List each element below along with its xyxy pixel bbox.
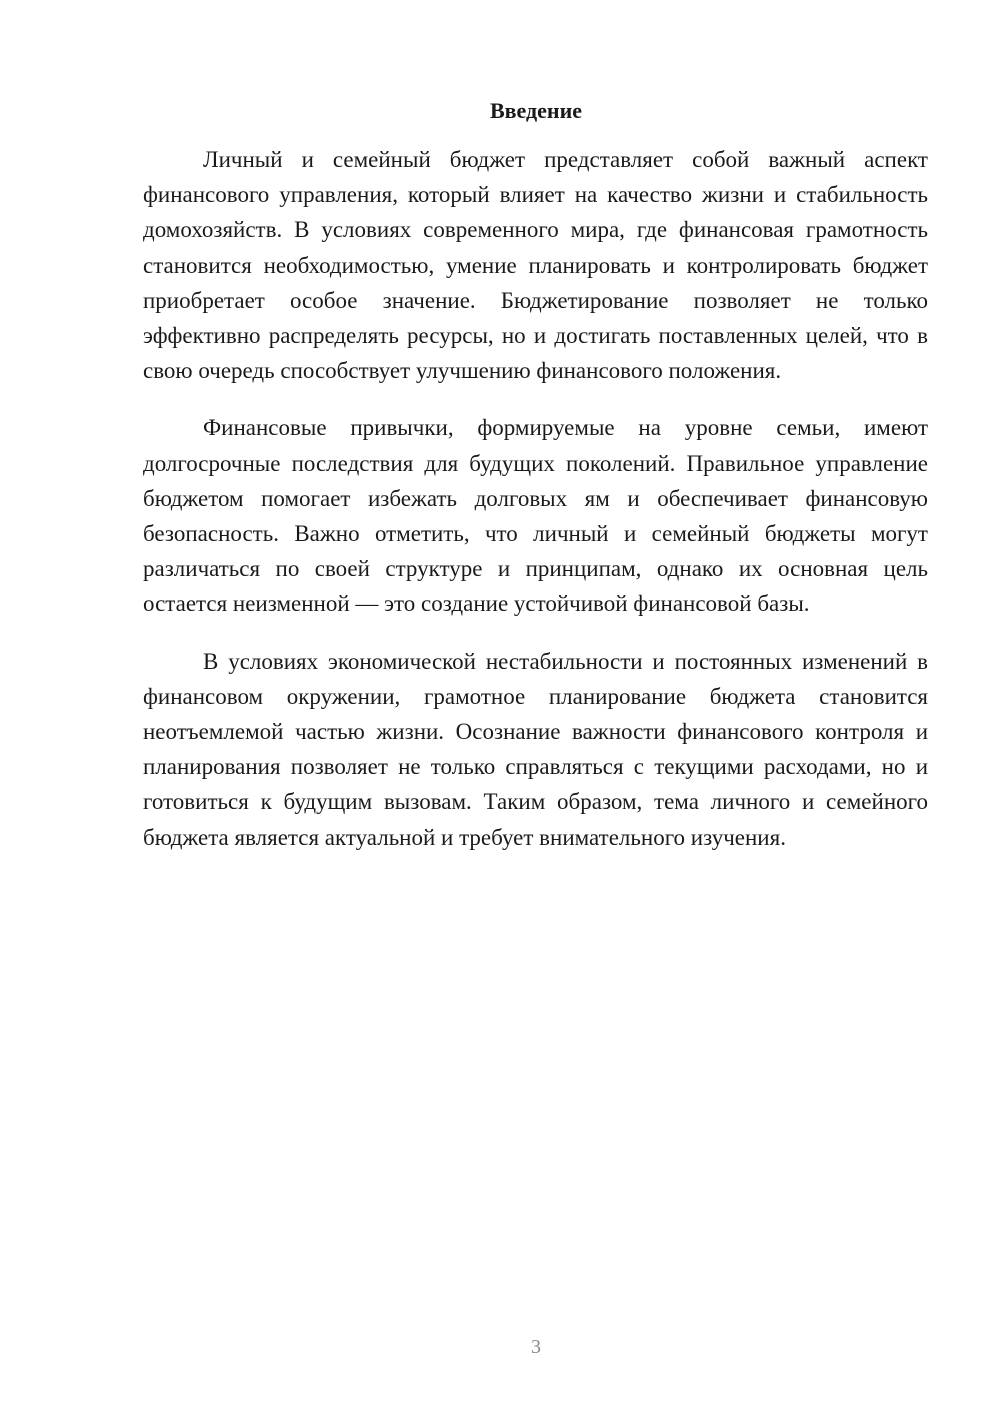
paragraph-3: В условиях экономической нестабильности и постоянных изменений в финансовом окружении, грамотное планирование бюджета становится неотъемлемой частью жизни. Осознание важности финансового контроля и планирования позволяет не только справляться с текущими расходами, но и готовиться к будущим вызовам. Таким образом, тема личного и семейного бюджета является актуальной и требует внимательного изучения. — [143, 648, 928, 850]
paragraph-2: Финансовые привычки, формируемые на уровне семьи, имеют долгосрочные последствия для будущих поколений. Правильное управление бюджетом помогает избежать долговых ям и обеспечивает финансовую безопасность. Важно отметить, что личный и семейный бюджеты могут различаться по своей структуре и принципам, однако их основная цель остается неизменной — это создание устойчивой финансовой базы. — [143, 415, 928, 617]
page-number: 3 — [531, 1336, 541, 1358]
body-text — [143, 142, 928, 855]
section-title: Введение — [489, 98, 583, 123]
paragraph-1: Личный и семейный бюджет представляет собой важный аспект финансового управления, который влияет на качество жизни и стабильность домохозяйств. В условиях современного мира, где финансовая грамотность становится необходимостью, умение планировать и контролировать бюджет приобретает особое значение. Бюджетирование позволяет не только эффективно распределять ресурсы, но и достигать поставленных целей, что в свою очередь способствует улучшению финансового положения. — [143, 147, 928, 384]
